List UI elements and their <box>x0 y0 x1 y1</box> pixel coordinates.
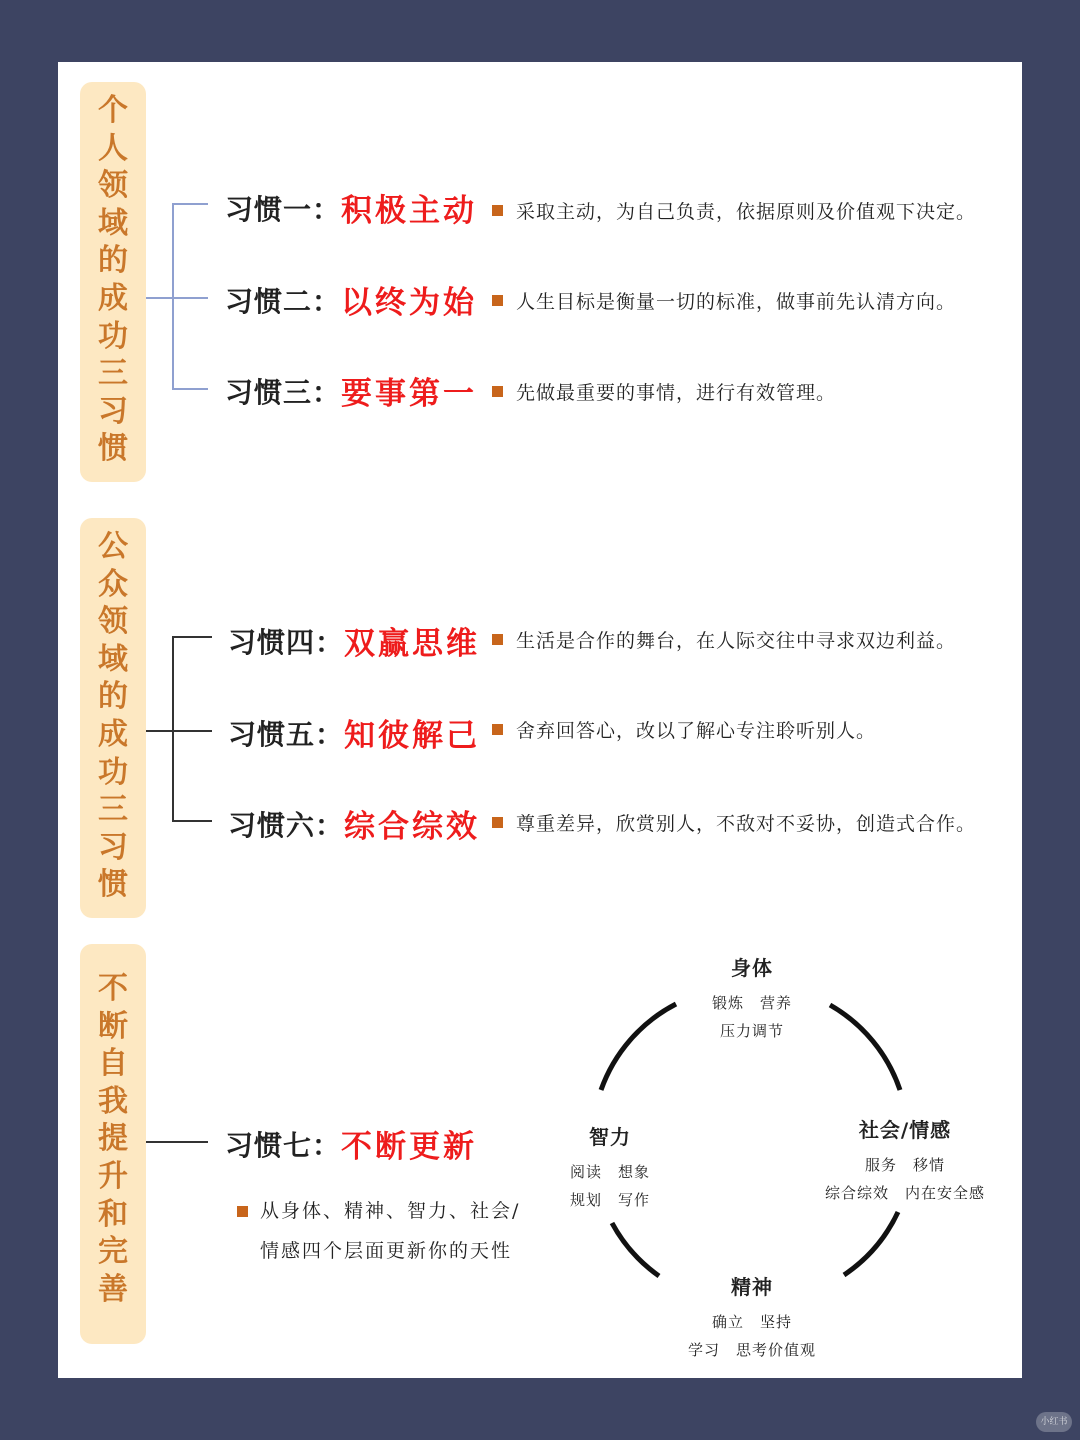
habit-label: 习惯六： <box>228 808 345 842</box>
tab-char: 的 <box>98 243 128 279</box>
tab-char: 不 <box>98 971 128 1006</box>
tab-char: 三 <box>98 356 128 392</box>
habit-desc: 人生目标是衡量一切的标准，做事前先认清方向。 <box>516 291 957 313</box>
tab-char: 我 <box>98 1083 128 1119</box>
cycle-node-title: 社会/情感 <box>858 1118 952 1142</box>
cycle-node-body <box>652 952 852 1045</box>
tab-char: 人 <box>98 130 128 166</box>
tab-char: 升 <box>98 1158 128 1194</box>
cycle-item: 坚持 <box>760 1313 793 1331</box>
cycle-item: 思考价值观 <box>736 1341 817 1359</box>
habit-name: 双赢思维 <box>344 626 481 662</box>
cycle-node-social <box>805 1114 1005 1207</box>
tab-char: 的 <box>98 679 128 715</box>
cycle-item: 规划 <box>569 1191 602 1209</box>
tab-char: 众 <box>98 566 128 602</box>
tab-char: 成 <box>98 716 128 752</box>
cycle-item: 锻炼 <box>711 994 744 1012</box>
habit-label: 习惯七： <box>225 1128 342 1162</box>
habit-name: 综合综效 <box>344 809 481 845</box>
tab-char: 习 <box>98 829 128 865</box>
habit-desc-line: 从身体、精神、智力、社会/ <box>260 1200 521 1222</box>
tab-char: 个 <box>98 93 128 128</box>
tab-char: 域 <box>98 205 128 241</box>
cycle-item: 综合综效 <box>824 1184 889 1202</box>
habit-name: 知彼解己 <box>344 718 481 754</box>
tab-char: 完 <box>98 1234 128 1270</box>
habit-label: 习惯四： <box>228 625 345 659</box>
cycle-node-title: 精神 <box>731 1275 773 1299</box>
habit-label: 习惯一： <box>225 192 342 226</box>
habit-desc-line: 情感四个层面更新你的天性 <box>260 1240 513 1262</box>
cycle-item: 营养 <box>760 994 793 1012</box>
tab-char: 和 <box>98 1196 128 1232</box>
cycle-item: 服务 <box>864 1156 897 1174</box>
tab-char: 惯 <box>98 867 128 903</box>
cycle-arc-bottom-right <box>844 1212 898 1275</box>
habit-label: 习惯二： <box>225 284 342 318</box>
cycle-item: 移情 <box>913 1156 946 1174</box>
tab-char: 域 <box>98 641 128 677</box>
watermark-logo: 小红书 <box>1036 1412 1072 1432</box>
cycle-item: 阅读 <box>569 1163 602 1181</box>
tab-char: 自 <box>98 1046 128 1082</box>
tab-char: 领 <box>98 604 128 640</box>
tab-char: 惯 <box>98 431 128 467</box>
tab-char: 习 <box>98 393 128 429</box>
tab-char: 成 <box>98 280 128 316</box>
tab-char: 功 <box>98 318 128 354</box>
cycle-item: 确立 <box>711 1313 744 1331</box>
tab-char: 善 <box>98 1271 128 1307</box>
habit-label: 习惯五： <box>228 717 345 751</box>
tab-char: 提 <box>98 1121 128 1157</box>
habit-name: 积极主动 <box>341 193 478 229</box>
cycle-item: 写作 <box>618 1191 651 1209</box>
habit-name: 以终为始 <box>341 285 478 321</box>
cycle-item: 压力调节 <box>719 1022 784 1040</box>
habit-name: 要事第一 <box>341 376 478 412</box>
habit-label: 习惯三： <box>225 375 342 409</box>
habit-desc: 采取主动，为自己负责，依据原则及价值观下决定。 <box>516 201 977 223</box>
habit-desc: 先做最重要的事情，进行有效管理。 <box>516 382 837 404</box>
tab-char: 功 <box>98 754 128 790</box>
cycle-item: 学习 <box>687 1341 720 1359</box>
tab-char: 三 <box>98 792 128 828</box>
tab-char: 断 <box>98 1008 128 1044</box>
cycle-arc-bottom-left <box>612 1223 659 1276</box>
cycle-node-spirit <box>652 1271 852 1364</box>
cycle-node-intellect <box>540 1121 680 1214</box>
cycle-item: 内在安全感 <box>905 1184 986 1202</box>
tab-char: 公 <box>98 529 128 564</box>
habit-desc: 生活是合作的舞台，在人际交往中寻求双边利益。 <box>516 630 957 652</box>
habit-desc: 舍弃回答心，改以了解心专注聆听别人。 <box>516 720 877 742</box>
cycle-node-title: 智力 <box>589 1125 631 1149</box>
habit-desc: 尊重差异，欣赏别人，不敌对不妥协，创造式合作。 <box>516 813 977 835</box>
habit-name: 不断更新 <box>341 1129 478 1165</box>
cycle-node-title: 身体 <box>731 956 773 980</box>
cycle-item: 想象 <box>618 1163 651 1181</box>
tab-char: 领 <box>98 168 128 204</box>
